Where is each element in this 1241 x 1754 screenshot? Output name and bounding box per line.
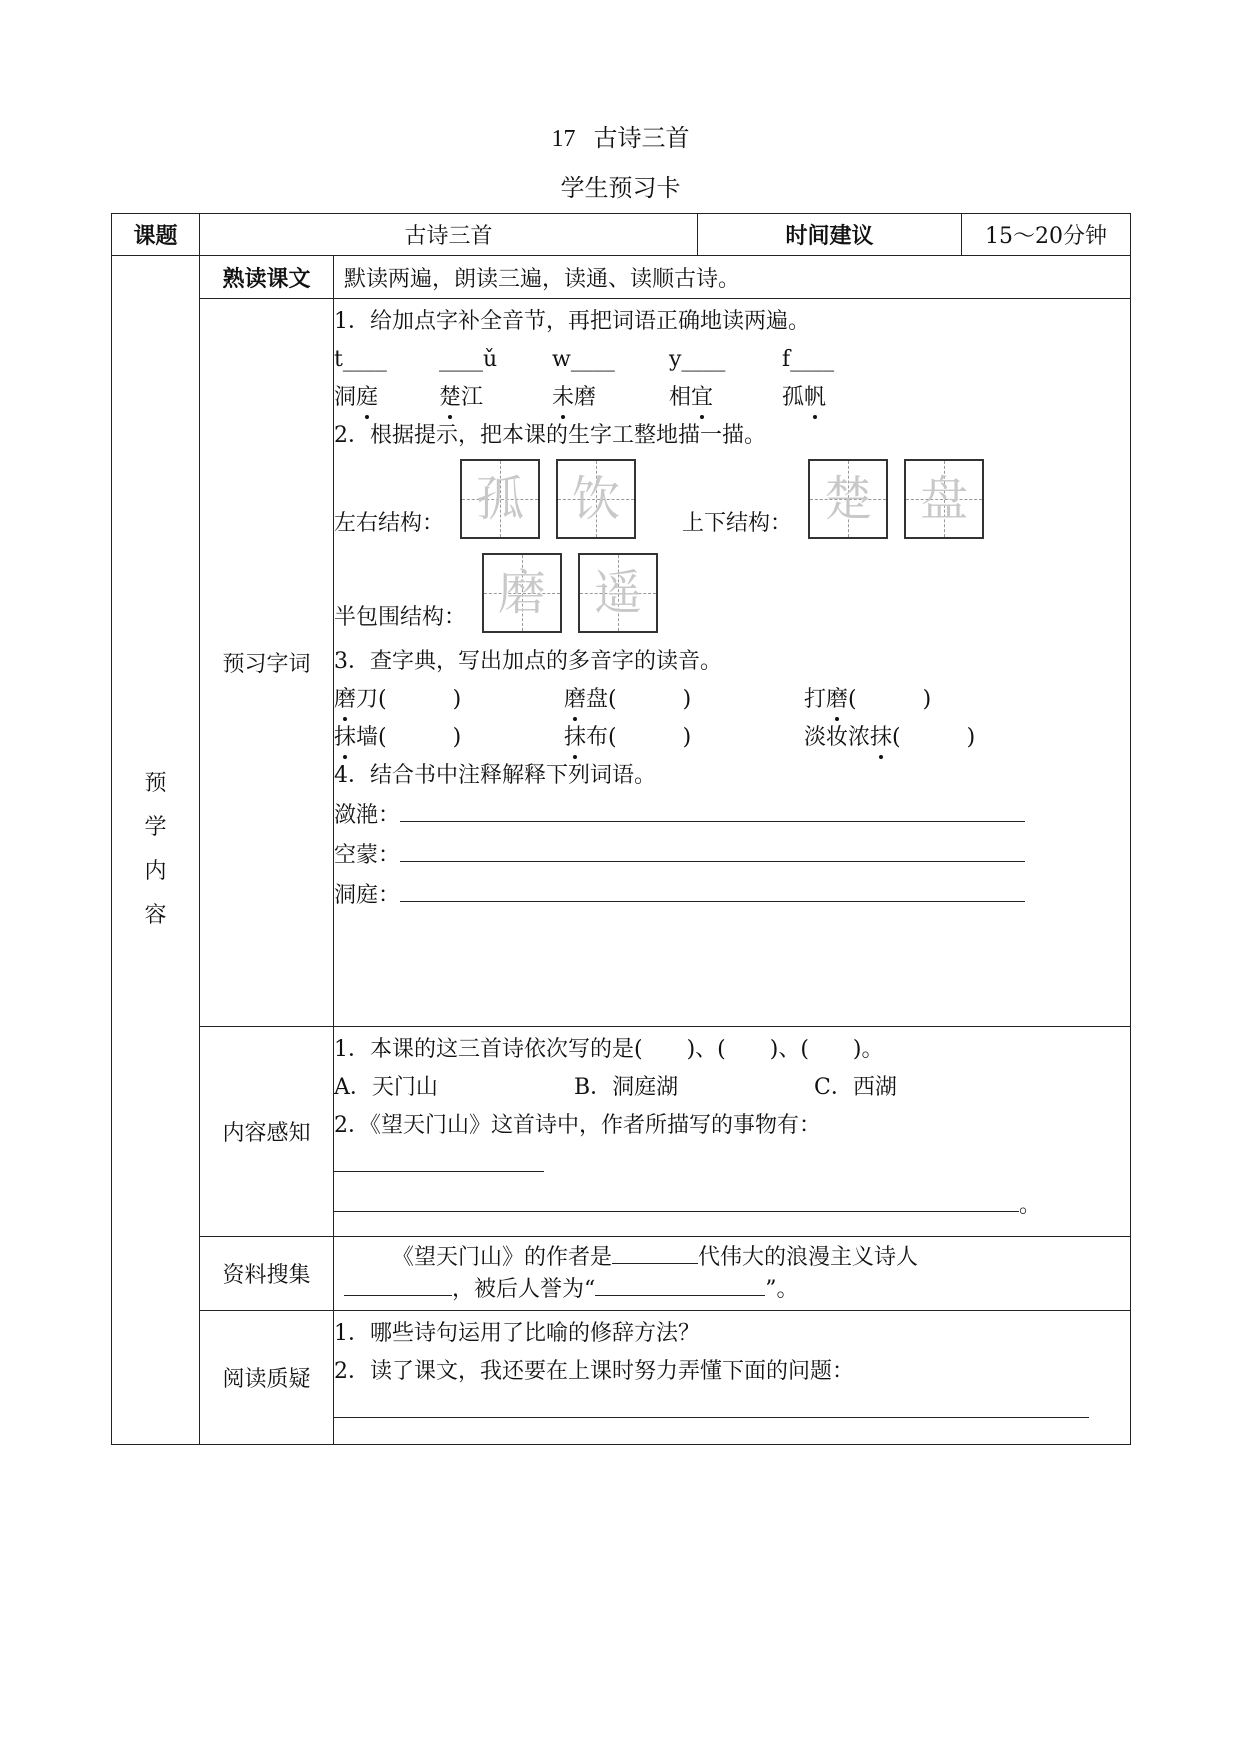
words-row xyxy=(112,299,1131,1027)
material-row xyxy=(112,1237,1131,1311)
answer-line[interactable] xyxy=(612,1241,698,1264)
question-content xyxy=(334,1311,1131,1445)
words-label: 预习字词 xyxy=(200,299,334,1027)
preview-card-table xyxy=(111,213,1131,1445)
q4-term-2: 空蒙： xyxy=(334,839,1130,871)
material-content: 《望天门山》的作者是 代伟大的浪漫主义诗人 ，被后人誉为“ ”。 xyxy=(334,1237,1131,1311)
q4-term-1: 潋滟： xyxy=(334,799,1130,831)
lr-label: 左右结构： xyxy=(334,511,445,536)
q4-term-3: 洞庭： xyxy=(334,879,1130,911)
structure-row-1 xyxy=(334,459,1130,545)
words-content xyxy=(334,299,1131,1027)
time-value: 15～20分钟 xyxy=(962,214,1131,256)
side-label: 预 学 内 容 xyxy=(112,256,200,1445)
words-q3: 3．查字典，写出加点的多音字的读音。 xyxy=(334,649,722,674)
lesson-title-text: 古诗三首 xyxy=(593,124,690,152)
answer-line[interactable] xyxy=(595,1273,765,1296)
material-label: 资料搜集 xyxy=(200,1237,334,1311)
tracing-grid[interactable]: 饮 xyxy=(556,459,636,539)
tb-label: 上下结构： xyxy=(682,511,793,536)
tracing-grid[interactable]: 孤 xyxy=(460,459,540,539)
content-options: A．天门山 B．洞庭湖 C．西湖 xyxy=(334,1075,897,1100)
time-label: 时间建议 xyxy=(698,214,962,256)
topic-label: 课题 xyxy=(112,214,200,256)
half-label: 半包围结构： xyxy=(334,605,467,630)
answer-line[interactable] xyxy=(334,1395,1089,1418)
q3-row-1: 磨刀( ) 磨盘( ) 打磨( ) xyxy=(334,685,1130,715)
content-label: 内容感知 xyxy=(200,1027,334,1237)
content-q2: 2．《望天门山》这首诗中，作者所描写的事物有： xyxy=(334,1113,821,1138)
words-q4: 4．结合书中注释解释下列词语。 xyxy=(334,763,656,788)
words-q1: 1．给加点字补全音节，再把词语正确地读两遍。 xyxy=(334,309,810,334)
read-label: 熟读课文 xyxy=(200,256,334,299)
q3-row-2: 抹墙( ) 抹布( ) 淡妆浓抹( ) xyxy=(334,723,1130,753)
words-q2: 2．根据提示，把本课的生字工整地描一描。 xyxy=(334,423,766,448)
q1-words-row: 洞庭 楚江 未磨 相宜 孤帆 xyxy=(334,383,1130,413)
structure-row-2 xyxy=(334,553,1130,639)
tracing-grid[interactable]: 遥 xyxy=(578,553,658,633)
content-row xyxy=(112,1027,1131,1237)
question-row xyxy=(112,1311,1131,1445)
answer-line[interactable] xyxy=(344,1273,452,1296)
content-content xyxy=(334,1027,1131,1237)
tracing-grid[interactable]: 盘 xyxy=(904,459,984,539)
read-text: 默读两遍，朗读三遍，读通、读顺古诗。 xyxy=(334,256,1131,299)
header-row xyxy=(112,214,1131,256)
question-q2: 2．读了课文，我还要在上课时努力弄懂下面的问题： xyxy=(334,1359,854,1384)
question-label: 阅读质疑 xyxy=(200,1311,334,1445)
pinyin-row: t____ ____ǔ w____ y____ f____ xyxy=(334,347,835,372)
answer-line[interactable] xyxy=(334,1189,1019,1212)
question-line xyxy=(334,1395,1130,1427)
lesson-number: 17 xyxy=(551,126,576,152)
tracing-grid[interactable]: 磨 xyxy=(482,553,562,633)
card-subtitle: 学生预习卡 xyxy=(560,174,681,202)
lesson-title xyxy=(0,118,1241,153)
answer-line[interactable] xyxy=(400,839,1025,862)
question-q1: 1．哪些诗句运用了比喻的修辞方法？ xyxy=(334,1321,700,1346)
topic-value: 古诗三首 xyxy=(200,214,698,256)
tracing-grid[interactable]: 楚 xyxy=(808,459,888,539)
answer-line[interactable] xyxy=(334,1149,544,1172)
content-q2-line-1 xyxy=(334,1149,1130,1181)
content-q1: 1．本课的这三首诗依次写的是( )、( )、( )。 xyxy=(334,1037,884,1062)
answer-line[interactable] xyxy=(400,879,1025,902)
content-q2-line-2: 。 xyxy=(334,1189,1130,1221)
answer-line[interactable] xyxy=(400,799,1025,822)
read-row xyxy=(112,256,1131,299)
